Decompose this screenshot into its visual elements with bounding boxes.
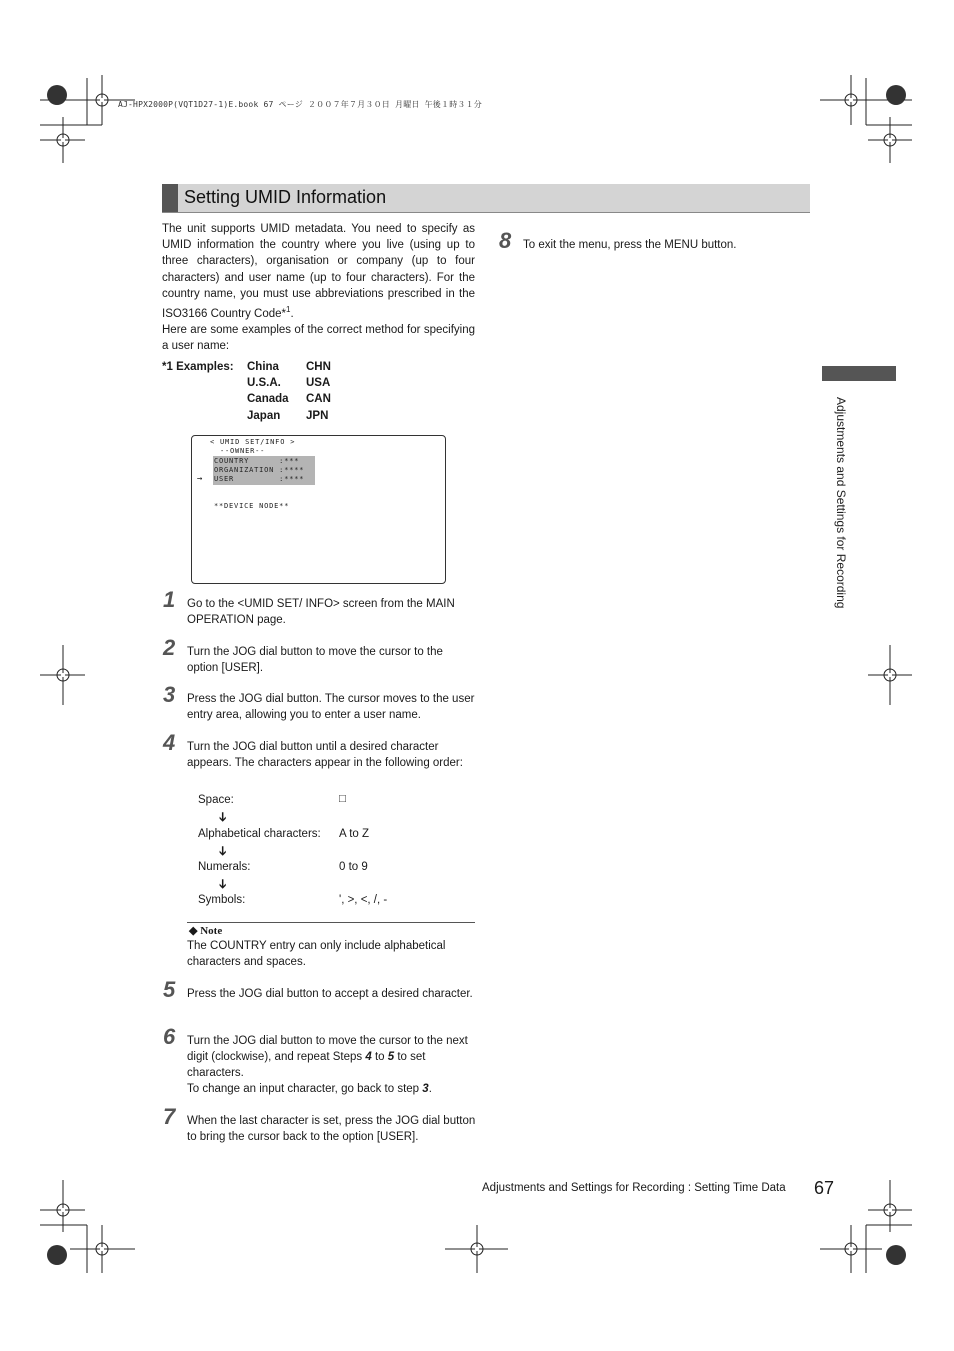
sequence-label: Alphabetical characters: xyxy=(198,828,321,840)
step-number: 8 xyxy=(499,228,512,253)
example-code: CAN xyxy=(306,393,331,405)
screen-device-mode: **DEVICE NODE** xyxy=(214,502,290,510)
step-text: Go to the <UMID SET/ INFO> screen from the MAIN OPERATION page. xyxy=(187,598,455,626)
step-text: Press the JOG dial button. The cursor moves to the user entry area, allowing you to enter a user name. xyxy=(187,693,475,721)
step-text: When the last character is set, press the JOG dial button to bring the cursor back to the option [USER]. xyxy=(187,1115,476,1143)
print-header-line: AJ-HPX2000P(VQT1D27-1)E.book 67 ページ ２００７年７月３０日 月曜日 午後１時３１分 xyxy=(118,100,483,109)
example-code: CHN xyxy=(306,361,331,373)
note-text: The COUNTRY entry can only include alphabetical characters and spaces. xyxy=(187,940,446,968)
page-footer: Adjustments and Settings for Recording : Setting Time Data xyxy=(482,1182,786,1194)
examples-label: *1 Examples: xyxy=(162,361,234,373)
example-code: JPN xyxy=(306,410,329,422)
step-number: 5 xyxy=(163,977,176,1002)
step-number: 1 xyxy=(163,587,176,612)
intro-paragraph-1: The unit supports UMID metadata. You need to specify as UMID information the country where you live (using up to three characters), organisation or company (up to four characters) and user name (up to four characters). For the country name, you must use abbreviations prescribed in the ISO3166 Country Code*$^1$. xyxy=(162,223,475,320)
sequence-value: A to Z xyxy=(339,828,370,840)
screen-cursor-arrow: → xyxy=(197,474,204,484)
example-code: USA xyxy=(306,377,331,389)
title-accent-block xyxy=(162,184,178,212)
screen-owner-heading: --OWNER-- xyxy=(220,447,266,455)
note-heading: ◆ Note xyxy=(189,925,223,937)
step-number: 4 xyxy=(163,730,176,755)
note-divider xyxy=(187,922,475,923)
example-country: Canada xyxy=(247,393,289,405)
step-text: To exit the menu, press the MENU button. xyxy=(523,239,737,251)
step-number: 2 xyxy=(163,635,176,660)
step-text: Turn the JOG dial button to move the cursor to the option [USER]. xyxy=(187,646,443,674)
arrow-down-icon: ➔ xyxy=(215,878,231,890)
step-text: Turn the JOG dial button to move the cursor to the next digit (clockwise), and repeat Steps 4 to 5 to set characters. To change an input character, go back to step 3. xyxy=(187,1035,468,1095)
example-country: China xyxy=(247,361,279,373)
section-title: Setting UMID Information xyxy=(184,187,387,207)
step-text: Turn the JOG dial button until a desired character appears. The characters appear in the following order: xyxy=(187,741,463,769)
intro-text xyxy=(162,221,475,354)
screen-title: < UMID SET/INFO > xyxy=(210,438,296,446)
arrow-down-icon: ➔ xyxy=(215,845,231,857)
space-box-icon: □ xyxy=(339,793,346,805)
chapter-tab xyxy=(822,366,896,381)
step-number: 3 xyxy=(163,682,176,707)
sequence-label: Symbols: xyxy=(198,894,246,906)
step-number: 6 xyxy=(163,1024,176,1049)
sequence-label: Space: xyxy=(198,794,234,806)
umid-menu-screen xyxy=(191,435,446,584)
sequence-value: ', >, <, /, - xyxy=(339,894,388,906)
arrow-down-icon: ➔ xyxy=(215,811,231,823)
chapter-side-label: Adjustments and Settings for Recording xyxy=(834,397,848,609)
screen-user-row: USER :**** xyxy=(214,475,305,483)
screen-organization-row: ORGANIZATION :**** xyxy=(214,466,305,474)
step-text: Press the JOG dial button to accept a desired character. xyxy=(187,988,473,1000)
example-country: U.S.A. xyxy=(247,377,281,389)
screen-country-row: COUNTRY :*** xyxy=(214,457,300,465)
section-title-bar xyxy=(162,184,810,213)
page-number: 67 xyxy=(814,1178,835,1198)
sequence-label: Numerals: xyxy=(198,861,251,873)
sequence-value: 0 to 9 xyxy=(339,861,368,873)
example-country: Japan xyxy=(247,410,281,422)
step-number: 7 xyxy=(163,1104,176,1129)
intro-paragraph-2: Here are some examples of the correct method for specifying a user name: xyxy=(162,324,475,353)
